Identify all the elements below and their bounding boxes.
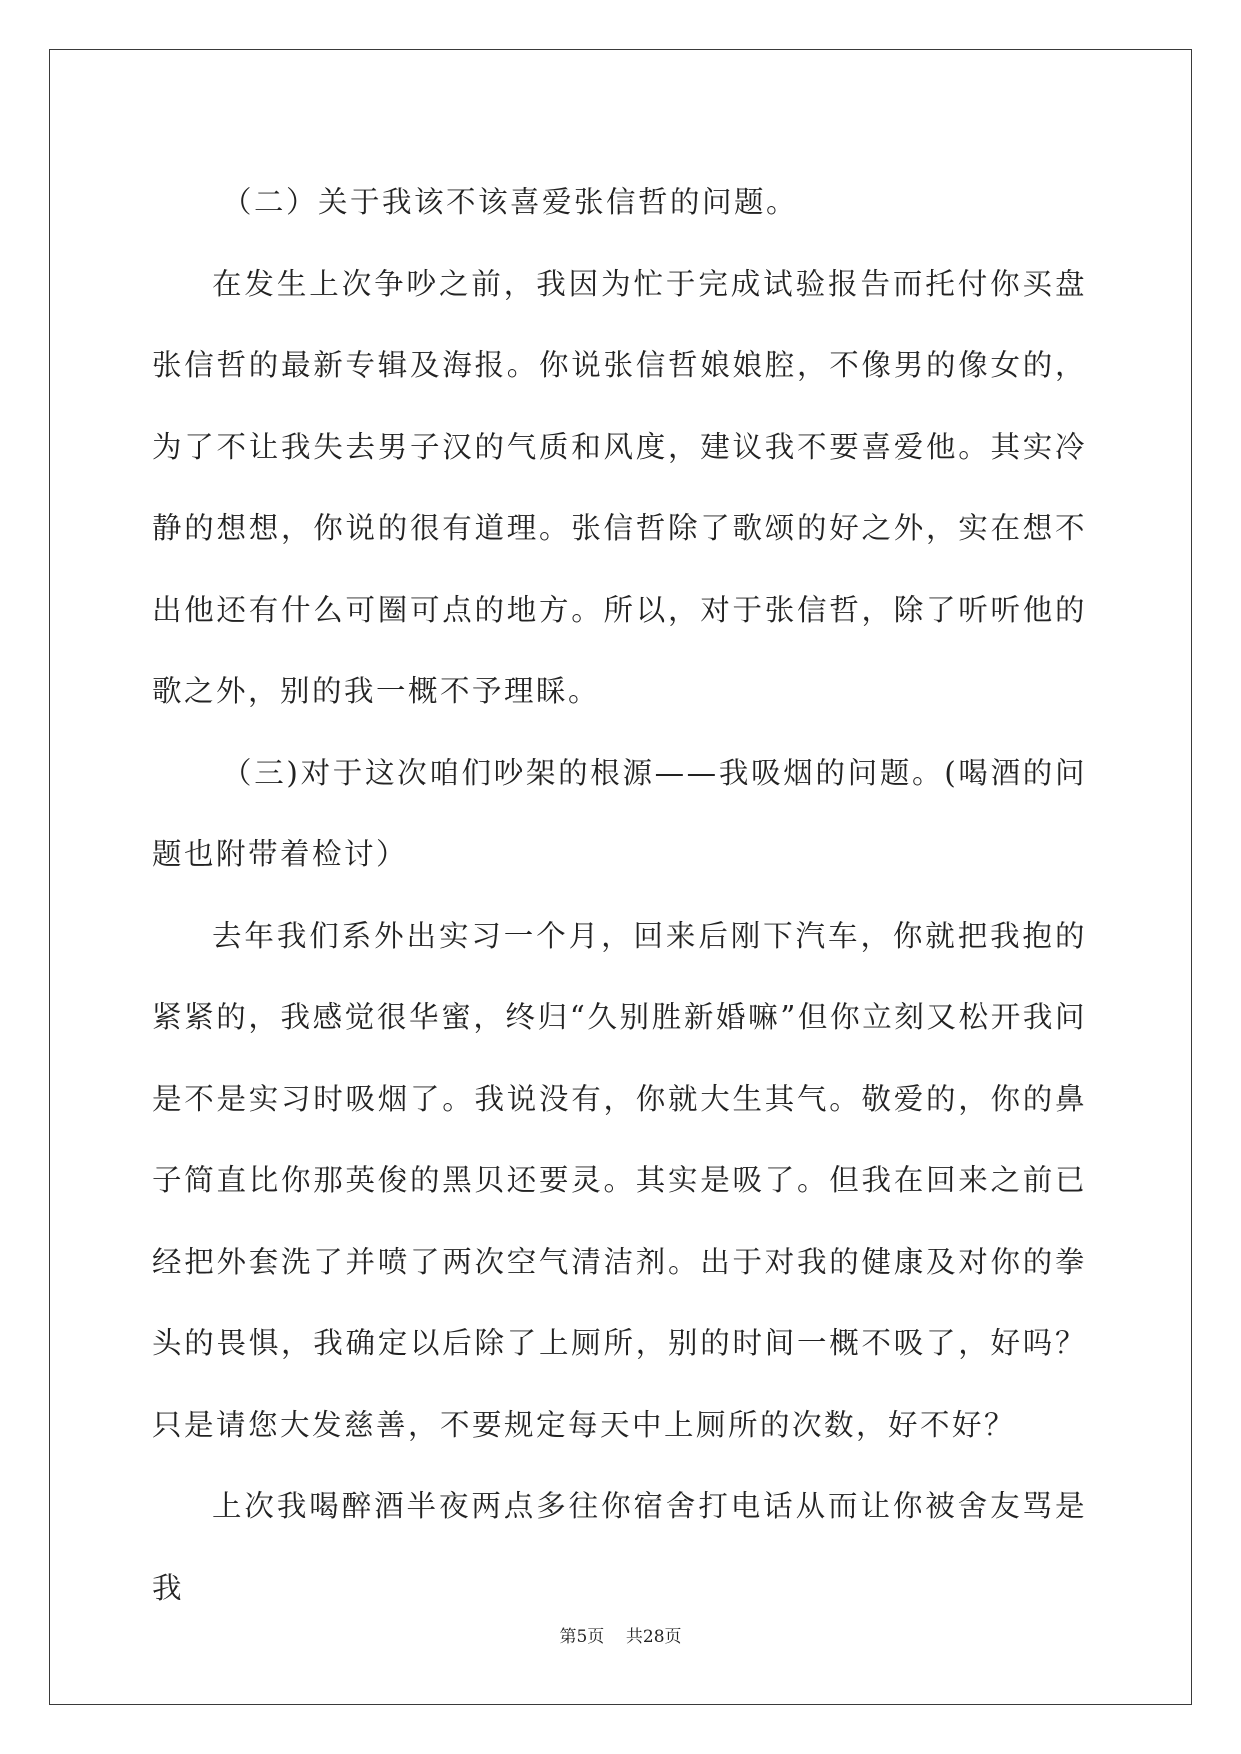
section-heading-3: （三)对于这次咱们吵架的根源——我吸烟的问题。(喝酒的问题也附带着检讨） — [152, 755, 1087, 871]
paragraph: 在发生上次争吵之前，我因为忙于完成试验报告而托付你买盘张信哲的最新专辑及海报。你说张信哲娘娘腔，不像男的像女的，为了不让我失去男子汉的气质和风度，建议我不要喜爱他。其实冷静的想想，你说的很有道理。张信哲除了歌颂的好之外，实在想不出他还有什么可圈可点的地方。所以，对于张信哲，除了听听他的歌之外，别的我一概不予理睬。 — [152, 266, 1087, 708]
page-number-footer: 第5页 共28页 — [559, 1627, 682, 1647]
paragraph: 去年我们系外出实习一个月，回来后刚下汽车，你就把我抱的紧紧的，我感觉很华蜜，终归“久别胜新婚嘛”但你立刻又松开我问是不是实习时吸烟了。我说没有，你就大生其气。敬爱的，你的鼻子简直比你那英俊的黑贝还要灵。其实是吸了。但我在回来之前已经把外套洗了并喷了两次空气清洁剂。出于对我的健康及对你的拳头的畏惧，我确定以后除了上厕所，别的时间一概不吸了，好吗？只是请您大发慈善，不要规定每天中上厕所的次数，好不好？ — [152, 918, 1087, 1442]
section-heading-2: （二）关于我该不该喜爱张信哲的问题。 — [222, 185, 799, 219]
paragraph: 上次我喝醉酒半夜两点多往你宿舍打电话从而让你被舍友骂是我 — [152, 1489, 1087, 1605]
document-body — [152, 162, 1087, 1629]
